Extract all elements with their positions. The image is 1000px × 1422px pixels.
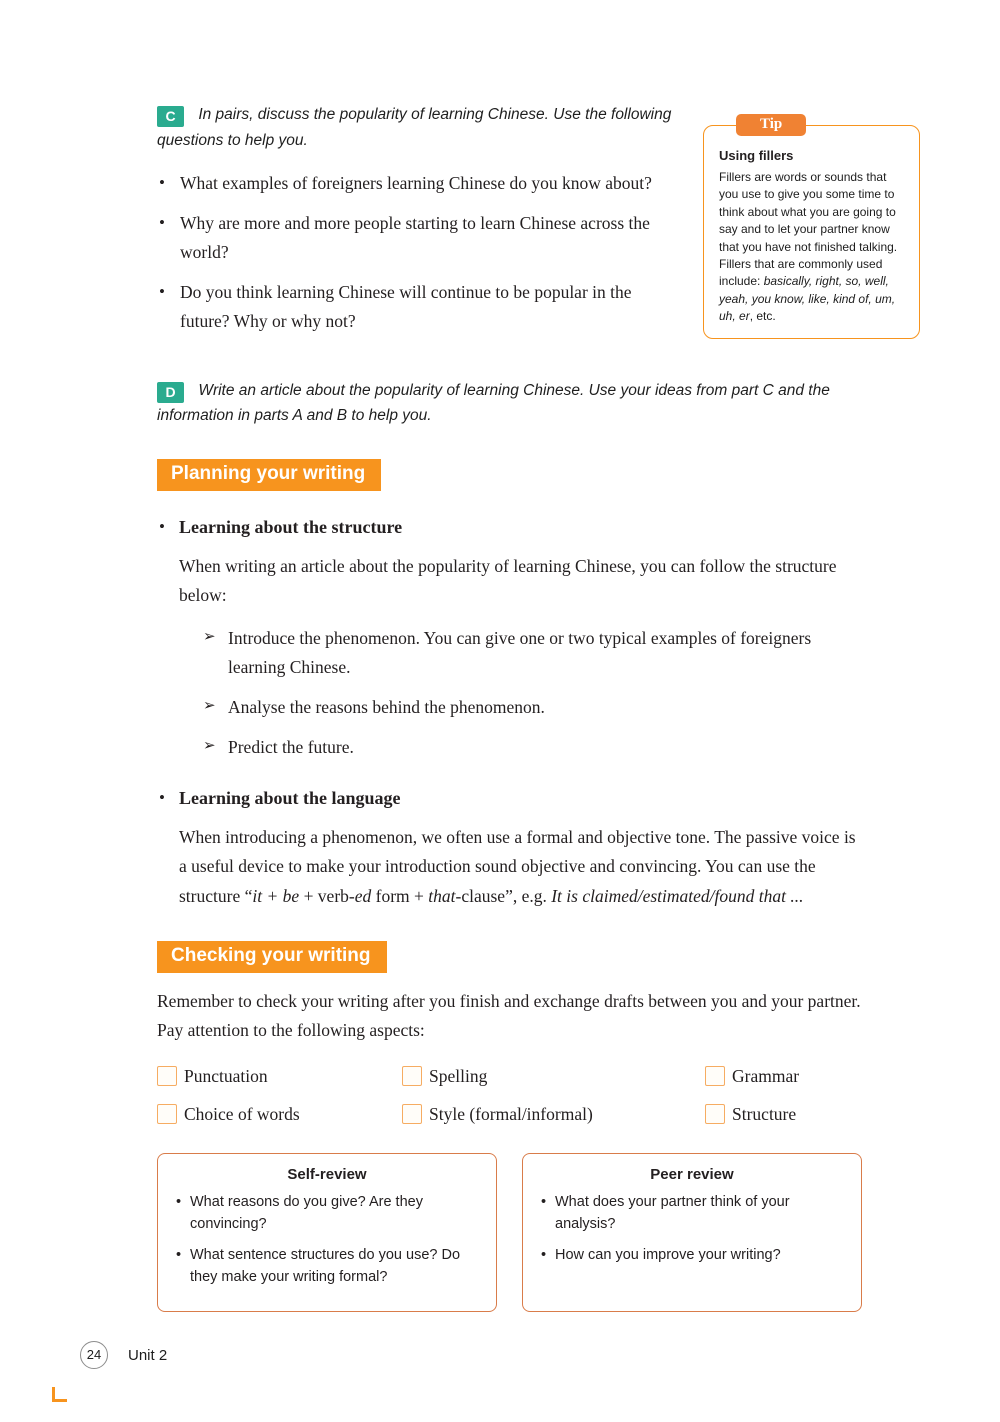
- unit-label: Unit 2: [128, 1346, 168, 1364]
- self-review-item: • What reasons do you give? Are they convincing?: [174, 1191, 480, 1236]
- checklist: [157, 1066, 863, 1125]
- page-number: 24: [80, 1341, 108, 1369]
- self-review-list: [174, 1191, 480, 1289]
- section-c-instruction: In pairs, discuss the popularity of learning Chinese. Use the following questions to help you.: [157, 106, 672, 149]
- language-paragraph: [179, 823, 863, 911]
- language-segment: + verb-: [299, 885, 355, 906]
- language-segment: form +: [371, 885, 429, 906]
- section-d: [157, 378, 863, 429]
- checkbox[interactable]: [705, 1066, 725, 1086]
- language-segment: it + be: [252, 885, 300, 906]
- section-c-badge: C: [157, 106, 184, 127]
- section-c: [157, 102, 702, 336]
- language-segment: When introducing a phenomenon, we often use a formal and objective tone. The passive voice is a useful device to make your introduction sound objective and convincing. You can use the structure “: [179, 826, 856, 906]
- checklist-item-choice-of-words: [157, 1104, 402, 1125]
- discussion-questions-list: [157, 169, 667, 335]
- checkbox[interactable]: [402, 1066, 422, 1086]
- peer-review-box: [522, 1153, 862, 1312]
- checking-heading: Checking your writing: [157, 941, 387, 973]
- peer-review-list: [539, 1191, 845, 1266]
- checkbox-label: Choice of words: [184, 1103, 300, 1124]
- language-segment: -clause”, e.g.: [455, 885, 552, 906]
- checkbox-label: Structure: [732, 1103, 797, 1124]
- structure-step: ➢ Analyse the reasons behind the phenomenon.: [203, 693, 853, 722]
- page-footer: [80, 1341, 167, 1369]
- checkbox-label: Spelling: [429, 1065, 488, 1086]
- peer-review-item: • What does your partner think of your analysis?: [539, 1191, 845, 1236]
- structure-step: ➢ Predict the future.: [203, 733, 853, 762]
- self-review-title: Self-review: [287, 1165, 367, 1183]
- tip-filler-examples: basically, right, so, well, yeah, you know, like, kind of, um, uh, er: [719, 274, 896, 324]
- tip-label: Tip: [736, 114, 806, 136]
- checkbox[interactable]: [705, 1104, 725, 1124]
- section-d-instruction: Write an article about the popularity of learning Chinese. Use your ideas from part C and the information in parts A and B to help you.: [157, 381, 830, 425]
- section-d-instruction-line: [157, 378, 863, 429]
- peer-review-item: • How can you improve your writing?: [539, 1244, 845, 1266]
- tip-body-text: Fillers are words or sounds that you use to give you some time to think about what you are going to say and to let your partner know that you have not finished talking. Fillers that are commonly used include:: [719, 170, 898, 289]
- checkbox[interactable]: [402, 1104, 422, 1124]
- checkbox[interactable]: [157, 1066, 177, 1086]
- planning-heading: Planning your writing: [157, 459, 381, 491]
- structure-topic-title: • Learning about the structure: [157, 517, 863, 538]
- structure-intro: When writing an article about the popularity of learning Chinese, you can follow the structure below:: [179, 555, 837, 606]
- language-segment: It is claimed/estimated/found that ...: [551, 885, 804, 906]
- checklist-item-grammar: [705, 1066, 863, 1087]
- checkbox-label: Grammar: [732, 1065, 800, 1086]
- language-topic-title: • Learning about the language: [157, 788, 863, 809]
- section-d-badge: D: [157, 382, 184, 403]
- checklist-item-punctuation: [157, 1066, 402, 1087]
- checkbox[interactable]: [157, 1104, 177, 1124]
- self-review-item: • What sentence structures do you use? Do they make your writing formal?: [174, 1244, 480, 1289]
- checkbox-label: Punctuation: [184, 1065, 268, 1086]
- discussion-question: • Why are more and more people starting to learn Chinese across the world?: [157, 209, 667, 267]
- discussion-question: • Do you think learning Chinese will continue to be popular in the future? Why or why not?: [157, 278, 667, 336]
- checklist-item-style: [402, 1104, 705, 1125]
- peer-review-title: Peer review: [650, 1165, 734, 1183]
- structure-steps-list: [203, 624, 853, 762]
- checklist-item-spelling: [402, 1066, 705, 1087]
- section-c-instruction-line: [157, 102, 702, 153]
- self-review-box: [157, 1153, 497, 1312]
- tip-title: Using fillers: [719, 148, 794, 163]
- discussion-question: • What examples of foreigners learning Chinese do you know about?: [157, 169, 667, 198]
- checklist-item-structure: [705, 1104, 863, 1125]
- page-corner-decoration: [52, 1387, 67, 1402]
- tip-body-suffix: , etc.: [749, 309, 776, 324]
- checkbox-label: Style (formal/informal): [429, 1103, 593, 1124]
- language-segment: that: [428, 885, 456, 906]
- structure-step: ➢ Introduce the phenomenon. You can give one or two typical examples of foreigners learning Chinese.: [203, 624, 853, 682]
- language-segment: ed: [354, 885, 372, 906]
- checking-intro: Remember to check your writing after you finish and exchange drafts between you and your partner. Pay attention to the following aspects:: [157, 991, 861, 1041]
- review-boxes: [157, 1153, 863, 1312]
